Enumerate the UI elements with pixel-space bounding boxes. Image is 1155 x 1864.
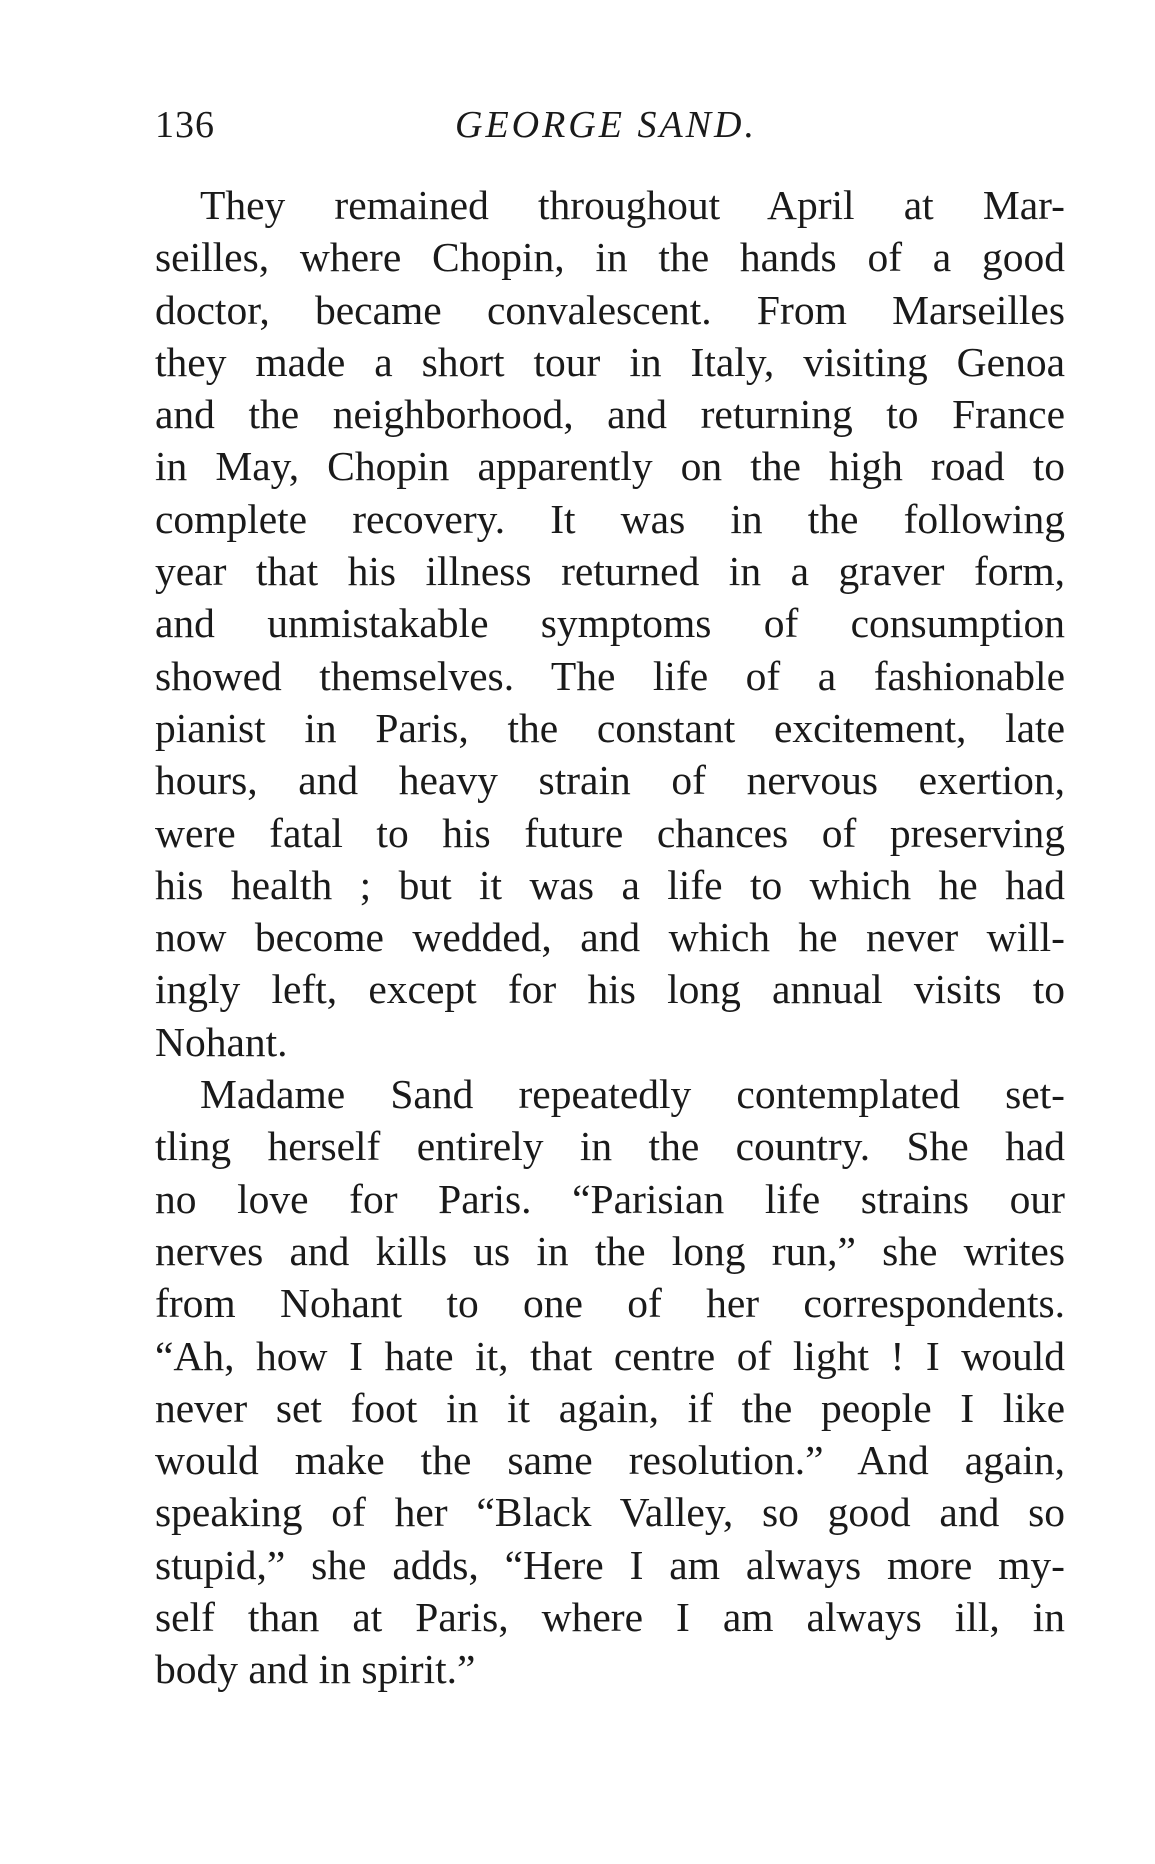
running-head [155,95,1065,155]
text-line: ingly left, except for his long annual visits to [155,966,1065,1013]
text-line: hours, and heavy strain of nervous exertion, [155,757,1065,804]
text-line: Nohant. [155,1018,288,1065]
text-line: They remained throughout April at Mar- [200,182,1065,228]
text-line: body and in spirit.” [155,1646,476,1693]
text-line: never set foot in it again, if the people I like [155,1384,1065,1431]
text-line: pianist in Paris, the constant excitement, late [155,704,1065,751]
book-page [155,95,1065,1696]
text-line: seilles, where Chopin, in the hands of a good [155,234,1065,281]
text-line: would make the same resolution.” And again, [155,1437,1065,1484]
text-line: showed themselves. The life of a fashionable [155,652,1065,699]
page-number: 136 [155,104,215,146]
text-line: tling herself entirely in the country. She had [155,1123,1065,1170]
text-line: from Nohant to one of her correspondents. [155,1280,1065,1327]
text-line: nerves and kills us in the long run,” she writes [155,1227,1065,1274]
text-line: and the neighborhood, and returning to France [155,391,1065,438]
text-line: speaking of her “Black Valley, so good and so [155,1489,1065,1536]
running-title: GEORGE SAND. [455,104,757,146]
text-line: complete recovery. It was in the following [155,495,1065,542]
text-line: they made a short tour in Italy, visiting Genoa [155,338,1065,385]
paragraph-2 [155,1068,1065,1696]
text-line: in May, Chopin apparently on the high road to [155,443,1065,490]
paragraph-1 [155,179,1065,1068]
text-line: no love for Paris. “Parisian life strains our [155,1175,1065,1222]
text-line: Madame Sand repeatedly contemplated set- [200,1071,1065,1118]
text-line: stupid,” she adds, “Here I am always more my- [155,1541,1065,1588]
text-line: self than at Paris, where I am always ill, in [155,1594,1065,1641]
text-line: were fatal to his future chances of preserving [155,809,1065,856]
text-line: now become wedded, and which he never will- [155,914,1065,961]
text-line: year that his illness returned in a graver form, [155,548,1065,595]
text-line: and unmistakable symptoms of consumption [155,600,1065,647]
text-line: doctor, became convalescent. From Marseilles [155,286,1065,333]
text-line: “Ah, how I hate it, that centre of light ! I would [155,1332,1065,1379]
text-line: his health ; but it was a life to which he had [155,861,1065,908]
